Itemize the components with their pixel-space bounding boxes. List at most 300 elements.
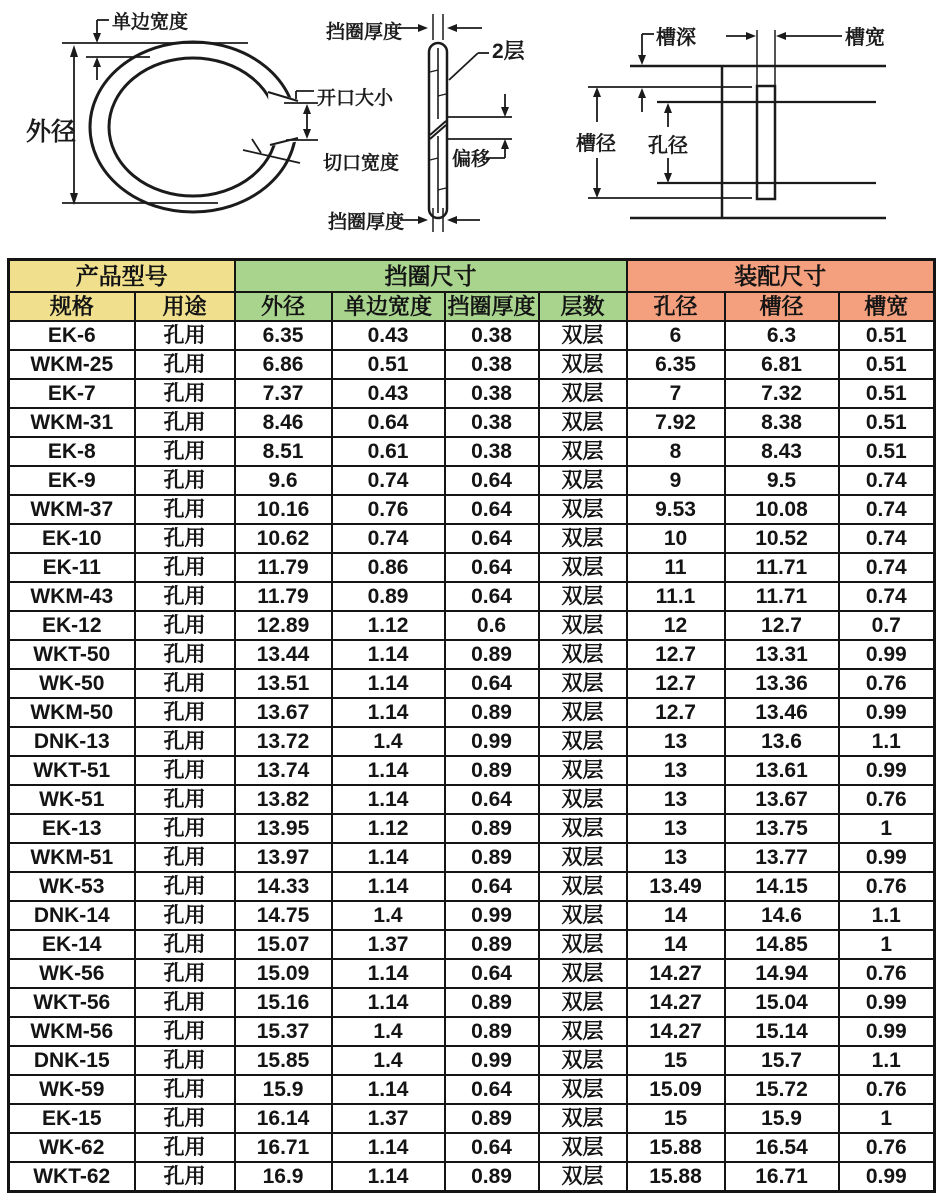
label-two-layers: 2层	[492, 40, 525, 63]
label-groove-depth: 槽深	[656, 27, 696, 49]
outer-diameter-cell: 16.14	[235, 1104, 332, 1133]
groove-width-cell: 1	[839, 1104, 935, 1133]
use-cell: 孔用	[135, 669, 235, 698]
groove-diameter-cell: 15.72	[725, 1075, 839, 1104]
layers-cell: 双层	[539, 350, 627, 379]
ring-thickness-cell: 0.89	[445, 930, 539, 959]
hole-diameter-cell: 8	[627, 437, 725, 466]
layers-cell: 双层	[539, 1104, 627, 1133]
label-opening-size: 开口大小	[317, 88, 394, 109]
outer-diameter-cell: 8.51	[235, 437, 332, 466]
table-row	[9, 466, 935, 495]
table-row	[9, 901, 935, 930]
layers-cell: 双层	[539, 524, 627, 553]
groove-width-cell: 0.99	[839, 756, 935, 785]
layers-cell: 双层	[539, 785, 627, 814]
groove-diameter-cell: 16.71	[725, 1162, 839, 1192]
groove-diameter-cell: 11.71	[725, 582, 839, 611]
edge-width-cell: 1.14	[332, 872, 445, 901]
use-cell: 孔用	[135, 959, 235, 988]
use-cell: 孔用	[135, 495, 235, 524]
use-cell: 孔用	[135, 756, 235, 785]
use-cell: 孔用	[135, 1017, 235, 1046]
table-row	[9, 959, 935, 988]
layers-cell: 双层	[539, 698, 627, 727]
hole-diameter-cell: 13	[627, 756, 725, 785]
model-cell: DNK-13	[9, 727, 135, 756]
groove-diameter-cell: 10.08	[725, 495, 839, 524]
table-row	[9, 640, 935, 669]
groove-width-cell: 0.7	[839, 611, 935, 640]
model-cell: WKM-31	[9, 408, 135, 437]
label-outer-diameter: 外径	[26, 118, 77, 146]
use-cell: 孔用	[135, 553, 235, 582]
hole-diameter-cell: 7.92	[627, 408, 725, 437]
hole-diameter-cell: 10	[627, 524, 725, 553]
label-groove-diameter: 槽径	[576, 133, 616, 155]
use-cell: 孔用	[135, 408, 235, 437]
ring-thickness-cell: 0.64	[445, 495, 539, 524]
outer-diameter-cell: 16.9	[235, 1162, 332, 1192]
outer-diameter-cell: 10.16	[235, 495, 332, 524]
groove-width-cell: 1.1	[839, 901, 935, 930]
edge-width-cell: 0.74	[332, 466, 445, 495]
outer-diameter-cell: 15.07	[235, 930, 332, 959]
diagram-side-view	[326, 14, 525, 233]
layers-cell: 双层	[539, 437, 627, 466]
outer-diameter-cell: 13.44	[235, 640, 332, 669]
groove-diameter-cell: 6.3	[725, 321, 839, 350]
edge-width-cell: 0.51	[332, 350, 445, 379]
group-header-product-model: 产品型号	[9, 260, 235, 293]
groove-diameter-cell: 14.94	[725, 959, 839, 988]
outer-diameter-cell: 13.74	[235, 756, 332, 785]
col-header-layers: 层数	[539, 292, 627, 321]
table-row	[9, 524, 935, 553]
model-cell: WK-59	[9, 1075, 135, 1104]
groove-diameter-cell: 13.36	[725, 669, 839, 698]
table-row	[9, 437, 935, 466]
hole-diameter-cell: 14	[627, 930, 725, 959]
label-hole-diameter: 孔径	[648, 135, 688, 157]
groove-diameter-cell: 15.7	[725, 1046, 839, 1075]
col-header-groove-diameter: 槽径	[725, 292, 839, 321]
layers-cell: 双层	[539, 959, 627, 988]
model-cell: WKM-56	[9, 1017, 135, 1046]
ring-thickness-cell: 0.89	[445, 1162, 539, 1192]
outer-diameter-cell: 13.95	[235, 814, 332, 843]
diagram-section-view	[576, 25, 886, 218]
edge-width-cell: 0.43	[332, 379, 445, 408]
ring-thickness-cell: 0.99	[445, 1046, 539, 1075]
edge-width-cell: 1.4	[332, 1017, 445, 1046]
model-cell: WK-62	[9, 1133, 135, 1162]
ring-thickness-cell: 0.64	[445, 553, 539, 582]
groove-diameter-cell: 15.9	[725, 1104, 839, 1133]
model-cell: EK-15	[9, 1104, 135, 1133]
hole-diameter-cell: 13	[627, 727, 725, 756]
hole-diameter-cell: 12	[627, 611, 725, 640]
ring-thickness-cell: 0.89	[445, 756, 539, 785]
col-header-spec: 规格	[9, 292, 135, 321]
model-cell: EK-14	[9, 930, 135, 959]
use-cell: 孔用	[135, 1162, 235, 1192]
model-cell: WK-56	[9, 959, 135, 988]
col-header-use: 用途	[135, 292, 235, 321]
edge-width-cell: 0.89	[332, 582, 445, 611]
groove-width-cell: 0.51	[839, 437, 935, 466]
layers-cell: 双层	[539, 1133, 627, 1162]
groove-width-cell: 0.99	[839, 1017, 935, 1046]
model-cell: WKM-43	[9, 582, 135, 611]
ring-thickness-cell: 0.64	[445, 872, 539, 901]
edge-width-cell: 1.14	[332, 669, 445, 698]
layers-cell: 双层	[539, 408, 627, 437]
groove-diameter-cell: 10.52	[725, 524, 839, 553]
col-header-edge-width: 单边宽度	[332, 292, 445, 321]
ring-thickness-cell: 0.6	[445, 611, 539, 640]
groove-width-cell: 0.76	[839, 1075, 935, 1104]
outer-diameter-cell: 14.33	[235, 872, 332, 901]
groove-width-cell: 0.76	[839, 1133, 935, 1162]
table-row	[9, 553, 935, 582]
groove-diameter-cell: 15.04	[725, 988, 839, 1017]
hole-diameter-cell: 15.09	[627, 1075, 725, 1104]
model-cell: WKM-51	[9, 843, 135, 872]
column-header-row	[9, 292, 935, 321]
model-cell: EK-12	[9, 611, 135, 640]
groove-diameter-cell: 8.38	[725, 408, 839, 437]
hole-diameter-cell: 13	[627, 843, 725, 872]
table-row	[9, 727, 935, 756]
groove-width-cell: 0.74	[839, 524, 935, 553]
use-cell: 孔用	[135, 988, 235, 1017]
groove-diameter-cell: 13.61	[725, 756, 839, 785]
ring-thickness-cell: 0.89	[445, 988, 539, 1017]
label-cut-width: 切口宽度	[323, 153, 400, 174]
table-row	[9, 843, 935, 872]
groove-width-cell: 1.1	[839, 1046, 935, 1075]
groove-diameter-cell: 12.7	[725, 611, 839, 640]
outer-diameter-cell: 10.62	[235, 524, 332, 553]
ring-thickness-cell: 0.38	[445, 321, 539, 350]
groove-diameter-cell: 7.32	[725, 379, 839, 408]
edge-width-cell: 0.86	[332, 553, 445, 582]
hole-diameter-cell: 14.27	[627, 1017, 725, 1046]
layers-cell: 双层	[539, 1162, 627, 1192]
layers-cell: 双层	[539, 582, 627, 611]
edge-width-cell: 1.4	[332, 1046, 445, 1075]
layers-cell: 双层	[539, 1046, 627, 1075]
model-cell: EK-8	[9, 437, 135, 466]
model-cell: EK-9	[9, 466, 135, 495]
table-row	[9, 321, 935, 350]
ring-thickness-cell: 0.89	[445, 698, 539, 727]
outer-diameter-cell: 14.75	[235, 901, 332, 930]
groove-width-cell: 1	[839, 930, 935, 959]
model-cell: EK-11	[9, 553, 135, 582]
edge-width-cell: 1.4	[332, 901, 445, 930]
use-cell: 孔用	[135, 872, 235, 901]
layers-cell: 双层	[539, 379, 627, 408]
outer-diameter-cell: 12.89	[235, 611, 332, 640]
groove-width-cell: 0.99	[839, 698, 935, 727]
hole-diameter-cell: 13.49	[627, 872, 725, 901]
ring-thickness-cell: 0.64	[445, 785, 539, 814]
layers-cell: 双层	[539, 321, 627, 350]
ring-thickness-cell: 0.99	[445, 901, 539, 930]
label-ring-thickness-top: 挡圈厚度	[326, 22, 403, 43]
outer-diameter-cell: 6.86	[235, 350, 332, 379]
table-row	[9, 756, 935, 785]
table-row	[9, 350, 935, 379]
ring-thickness-cell: 0.64	[445, 466, 539, 495]
groove-diameter-cell: 13.31	[725, 640, 839, 669]
use-cell: 孔用	[135, 843, 235, 872]
layers-cell: 双层	[539, 901, 627, 930]
model-cell: WK-51	[9, 785, 135, 814]
hole-diameter-cell: 15.88	[627, 1133, 725, 1162]
groove-diameter-cell: 11.71	[725, 553, 839, 582]
layers-cell: 双层	[539, 727, 627, 756]
groove-width-cell: 1	[839, 814, 935, 843]
ring-thickness-cell: 0.89	[445, 640, 539, 669]
hole-diameter-cell: 15	[627, 1046, 725, 1075]
group-header-ring-dimensions: 挡圈尺寸	[235, 260, 627, 293]
outer-diameter-cell: 6.35	[235, 321, 332, 350]
ring-thickness-cell: 0.64	[445, 1075, 539, 1104]
use-cell: 孔用	[135, 1046, 235, 1075]
ring-thickness-cell: 0.64	[445, 1133, 539, 1162]
ring-thickness-cell: 0.89	[445, 1017, 539, 1046]
layers-cell: 双层	[539, 1017, 627, 1046]
use-cell: 孔用	[135, 640, 235, 669]
model-cell: DNK-15	[9, 1046, 135, 1075]
outer-diameter-cell: 13.72	[235, 727, 332, 756]
table-row	[9, 1046, 935, 1075]
ring-inner-edge	[109, 58, 277, 196]
ring-thickness-cell: 0.64	[445, 959, 539, 988]
groove-width-cell: 0.99	[839, 843, 935, 872]
edge-width-cell: 1.14	[332, 640, 445, 669]
table-row	[9, 611, 935, 640]
model-cell: WKT-51	[9, 756, 135, 785]
layers-cell: 双层	[539, 640, 627, 669]
layers-cell: 双层	[539, 1075, 627, 1104]
hole-diameter-cell: 12.7	[627, 669, 725, 698]
outer-diameter-cell: 11.79	[235, 582, 332, 611]
groove-width-cell: 0.51	[839, 408, 935, 437]
groove-diameter-cell: 9.5	[725, 466, 839, 495]
use-cell: 孔用	[135, 814, 235, 843]
outer-diameter-cell: 9.6	[235, 466, 332, 495]
hole-diameter-cell: 7	[627, 379, 725, 408]
model-cell: WKT-62	[9, 1162, 135, 1192]
hole-diameter-cell: 14.27	[627, 959, 725, 988]
use-cell: 孔用	[135, 350, 235, 379]
layers-cell: 双层	[539, 553, 627, 582]
ring-thickness-cell: 0.38	[445, 408, 539, 437]
layers-cell: 双层	[539, 988, 627, 1017]
table-row	[9, 495, 935, 524]
use-cell: 孔用	[135, 698, 235, 727]
table-row	[9, 408, 935, 437]
groove-width-cell: 0.99	[839, 640, 935, 669]
technical-diagrams	[0, 0, 938, 258]
groove-diameter-cell: 15.14	[725, 1017, 839, 1046]
model-cell: EK-10	[9, 524, 135, 553]
edge-width-cell: 0.74	[332, 524, 445, 553]
outer-diameter-cell: 7.37	[235, 379, 332, 408]
edge-width-cell: 0.61	[332, 437, 445, 466]
hole-diameter-cell: 14	[627, 901, 725, 930]
groove-width-cell: 0.74	[839, 553, 935, 582]
col-header-groove-width: 槽宽	[839, 292, 935, 321]
edge-width-cell: 1.14	[332, 988, 445, 1017]
edge-width-cell: 0.76	[332, 495, 445, 524]
groove-diameter-cell: 8.43	[725, 437, 839, 466]
use-cell: 孔用	[135, 321, 235, 350]
outer-diameter-cell: 15.37	[235, 1017, 332, 1046]
hole-diameter-cell: 13	[627, 785, 725, 814]
ring-thickness-cell: 0.89	[445, 1104, 539, 1133]
hole-diameter-cell: 15.88	[627, 1162, 725, 1192]
label-ring-thickness-bottom: 挡圈厚度	[328, 212, 405, 233]
col-header-hole-diameter: 孔径	[627, 292, 725, 321]
edge-width-cell: 0.43	[332, 321, 445, 350]
hole-diameter-cell: 14.27	[627, 988, 725, 1017]
model-cell: EK-6	[9, 321, 135, 350]
use-cell: 孔用	[135, 1104, 235, 1133]
layers-cell: 双层	[539, 872, 627, 901]
hole-diameter-cell: 9.53	[627, 495, 725, 524]
table-row	[9, 1104, 935, 1133]
layers-cell: 双层	[539, 843, 627, 872]
edge-width-cell: 1.14	[332, 1133, 445, 1162]
table-row	[9, 669, 935, 698]
groove-width-cell: 0.99	[839, 988, 935, 1017]
layers-cell: 双层	[539, 495, 627, 524]
outer-diameter-cell: 13.51	[235, 669, 332, 698]
use-cell: 孔用	[135, 524, 235, 553]
groove-width-cell: 0.76	[839, 669, 935, 698]
table-row	[9, 1133, 935, 1162]
groove-width-cell: 0.51	[839, 321, 935, 350]
groove-width-cell: 0.51	[839, 350, 935, 379]
edge-width-cell: 1.14	[332, 959, 445, 988]
groove-diameter-cell: 6.81	[725, 350, 839, 379]
edge-width-cell: 1.37	[332, 1104, 445, 1133]
use-cell: 孔用	[135, 611, 235, 640]
group-header-assembly-dimensions: 装配尺寸	[627, 260, 935, 293]
groove-width-cell: 1.1	[839, 727, 935, 756]
groove-width-cell: 0.99	[839, 1162, 935, 1192]
ring-thickness-cell: 0.89	[445, 843, 539, 872]
hole-diameter-cell: 6.35	[627, 350, 725, 379]
ring-thickness-cell: 0.64	[445, 524, 539, 553]
groove-diameter-cell: 14.6	[725, 901, 839, 930]
table-row	[9, 379, 935, 408]
groove-width-cell: 0.51	[839, 379, 935, 408]
ring-thickness-cell: 0.64	[445, 669, 539, 698]
layers-cell: 双层	[539, 930, 627, 959]
outer-diameter-cell: 15.9	[235, 1075, 332, 1104]
model-cell: WKT-50	[9, 640, 135, 669]
groove-diameter-cell: 14.85	[725, 930, 839, 959]
model-cell: EK-7	[9, 379, 135, 408]
model-cell: WK-50	[9, 669, 135, 698]
groove-diameter-cell: 14.15	[725, 872, 839, 901]
ring-thickness-cell: 0.38	[445, 437, 539, 466]
label-groove-width: 槽宽	[845, 27, 885, 49]
edge-width-cell: 1.14	[332, 1075, 445, 1104]
model-cell: WK-53	[9, 872, 135, 901]
use-cell: 孔用	[135, 930, 235, 959]
use-cell: 孔用	[135, 379, 235, 408]
outer-diameter-cell: 13.82	[235, 785, 332, 814]
outer-diameter-cell: 16.71	[235, 1133, 332, 1162]
hole-diameter-cell: 11	[627, 553, 725, 582]
table-row	[9, 1162, 935, 1192]
use-cell: 孔用	[135, 1075, 235, 1104]
table-row	[9, 1075, 935, 1104]
spec-table	[7, 258, 936, 1193]
model-cell: WKT-56	[9, 988, 135, 1017]
outer-diameter-cell: 8.46	[235, 408, 332, 437]
table-row	[9, 582, 935, 611]
hole-diameter-cell: 11.1	[627, 582, 725, 611]
hole-diameter-cell: 13	[627, 814, 725, 843]
ring-thickness-cell: 0.64	[445, 582, 539, 611]
col-header-ring-thickness: 挡圈厚度	[445, 292, 539, 321]
groove-width-cell: 0.76	[839, 785, 935, 814]
table-row	[9, 988, 935, 1017]
edge-width-cell: 1.14	[332, 1162, 445, 1192]
layers-cell: 双层	[539, 611, 627, 640]
groove-width-cell: 0.76	[839, 959, 935, 988]
edge-width-cell: 1.4	[332, 727, 445, 756]
outer-diameter-cell: 15.16	[235, 988, 332, 1017]
layers-cell: 双层	[539, 814, 627, 843]
groove-diameter-cell: 13.46	[725, 698, 839, 727]
hole-diameter-cell: 15	[627, 1104, 725, 1133]
use-cell: 孔用	[135, 1133, 235, 1162]
edge-width-cell: 1.14	[332, 785, 445, 814]
layers-cell: 双层	[539, 756, 627, 785]
edge-width-cell: 1.14	[332, 843, 445, 872]
table-row	[9, 930, 935, 959]
use-cell: 孔用	[135, 901, 235, 930]
outer-diameter-cell: 13.67	[235, 698, 332, 727]
model-cell: WKM-25	[9, 350, 135, 379]
hole-diameter-cell: 12.7	[627, 698, 725, 727]
use-cell: 孔用	[135, 582, 235, 611]
col-header-outer-diameter: 外径	[235, 292, 332, 321]
ring-thickness-cell: 0.38	[445, 379, 539, 408]
hole-diameter-cell: 6	[627, 321, 725, 350]
use-cell: 孔用	[135, 785, 235, 814]
groove-diameter-cell: 13.77	[725, 843, 839, 872]
edge-width-cell: 1.12	[332, 814, 445, 843]
table-row	[9, 872, 935, 901]
layers-cell: 双层	[539, 669, 627, 698]
edge-width-cell: 1.14	[332, 698, 445, 727]
hole-diameter-cell: 12.7	[627, 640, 725, 669]
model-cell: DNK-14	[9, 901, 135, 930]
outer-diameter-cell: 11.79	[235, 553, 332, 582]
use-cell: 孔用	[135, 437, 235, 466]
model-cell: WKM-50	[9, 698, 135, 727]
